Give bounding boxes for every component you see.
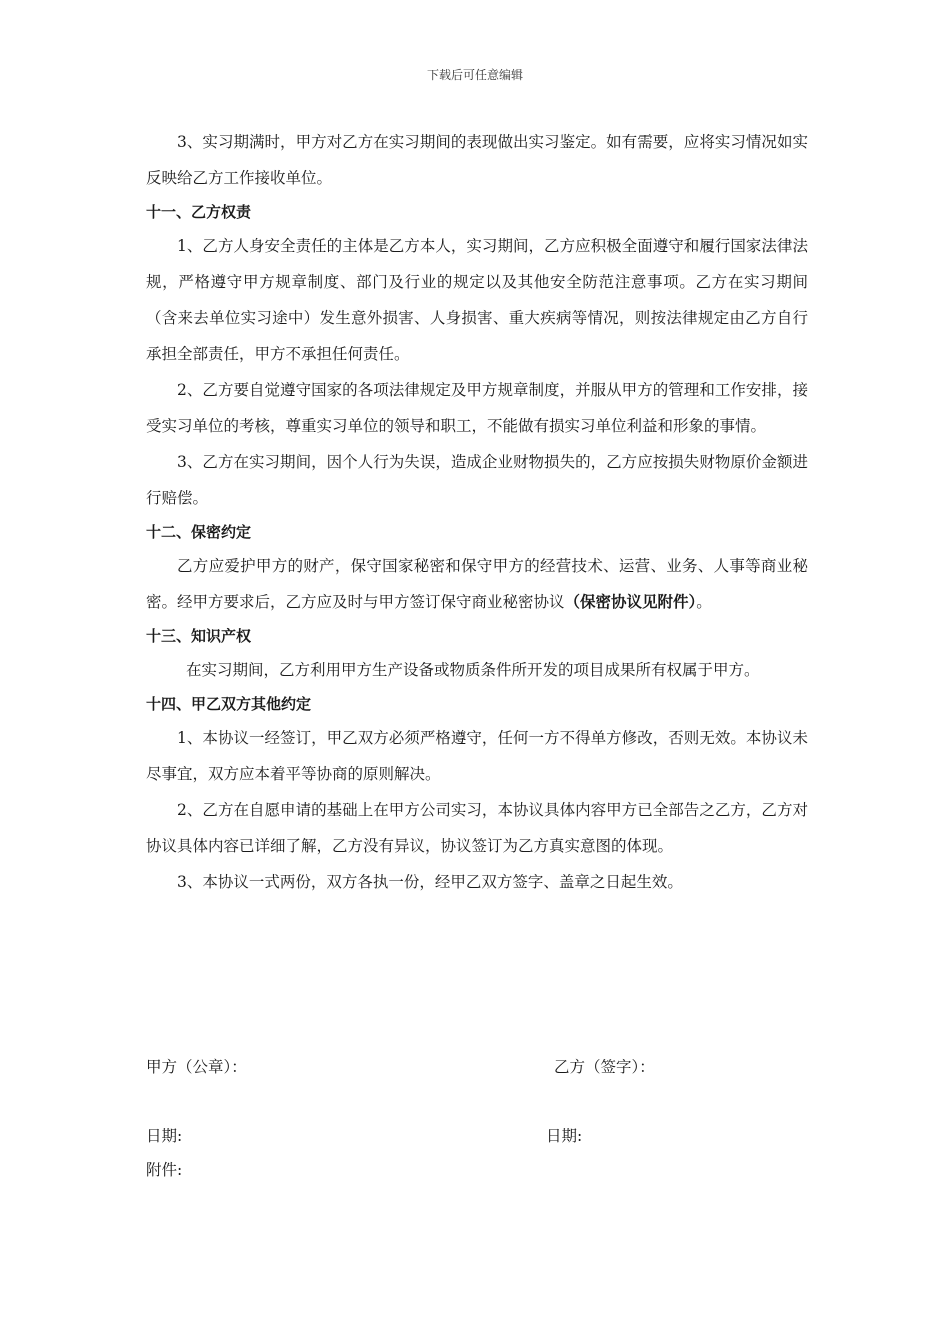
section-13-title: 十三、知识产权 bbox=[146, 627, 252, 645]
section-12-paragraph bbox=[146, 548, 808, 620]
section-11-item-3: 3、乙方在实习期间，因个人行为失误，造成企业财物损失的，乙方应按损失财物原价金额进行赔偿。 bbox=[146, 453, 808, 507]
section-12-title: 十二、保密约定 bbox=[146, 523, 252, 541]
section-12-text: 乙方应爱护甲方的财产，保守国家秘密和保守甲方的经营技术、运营、业务、人事等商业秘密。经甲方要求后，乙方应及时与甲方签订保守商业秘密协议 bbox=[146, 557, 808, 611]
party-b-date-label: 日期: bbox=[546, 1127, 583, 1145]
party-b-signature-label: 乙方（签字）： bbox=[554, 1058, 655, 1076]
section-14-item-1: 1、本协议一经签订，甲乙双方必须严格遵守，任何一方不得单方修改，否则无效。本协议未尽事宜，双方应本着平等协商的原则解决。 bbox=[146, 729, 808, 783]
section-14-item-2: 2、乙方在自愿申请的基础上在甲方公司实习，本协议具体内容甲方已全部告之乙方，乙方对协议具体内容已详细了解，乙方没有异议，协议签订为乙方真实意图的体现。 bbox=[146, 801, 808, 855]
section-11-title: 十一、乙方权责 bbox=[146, 203, 252, 221]
section-12-attachment-note: （保密协议见附件） bbox=[564, 593, 697, 611]
header-note: 下载后可任意编辑 bbox=[426, 68, 523, 82]
party-a-seal-label: 甲方（公章）： bbox=[146, 1058, 247, 1076]
section-11-item-1: 1、乙方人身安全责任的主体是乙方本人，实习期间，乙方应积极全面遵守和履行国家法律法规，严格遵守甲方规章制度、部门及行业的规定以及其他安全防范注意事项。乙方在实习期间（含来去单位实习途中）发生意外损害、人身损害、重大疾病等情况，则按法律规定由乙方自行承担全部责任，甲方不承担任何责任。 bbox=[146, 237, 808, 363]
section-14-title: 十四、甲乙双方其他约定 bbox=[146, 695, 312, 713]
document-body bbox=[146, 124, 808, 900]
party-a-date-label: 日期: bbox=[146, 1127, 183, 1145]
section-12-end: 。 bbox=[696, 593, 712, 611]
section-11-item-2: 2、乙方要自觉遵守国家的各项法律规定及甲方规章制度，并服从甲方的管理和工作安排，接受实习单位的考核，尊重实习单位的领导和职工，不能做有损实习单位利益和形象的事情。 bbox=[146, 381, 808, 435]
section-14-item-3: 3、本协议一式两份，双方各执一份，经甲乙双方签字、盖章之日起生效。 bbox=[177, 873, 683, 891]
section-10-item-3: 3、实习期满时，甲方对乙方在实习期间的表现做出实习鉴定。如有需要，应将实习情况如实反映给乙方工作接收单位。 bbox=[146, 133, 808, 187]
attachment-label: 附件: bbox=[146, 1161, 183, 1179]
section-13-text: 在实习期间，乙方利用甲方生产设备或物质条件所开发的项目成果所有权属于甲方。 bbox=[186, 661, 760, 679]
